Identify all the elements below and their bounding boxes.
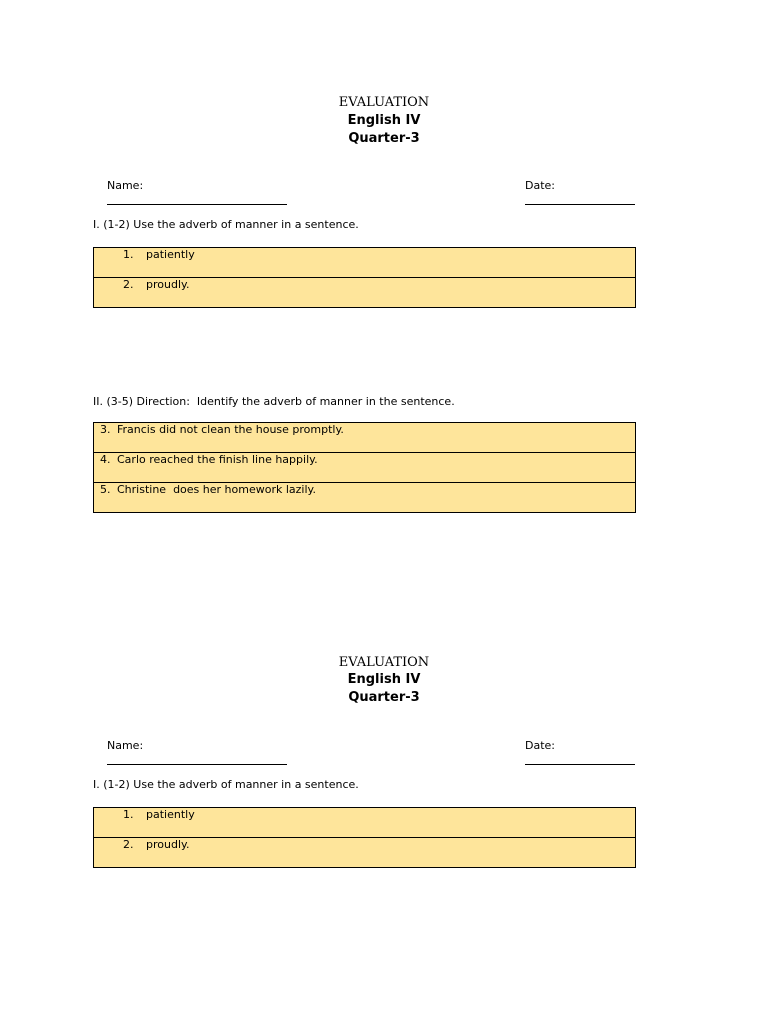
table-row[interactable] xyxy=(94,423,635,452)
item-number: 5. xyxy=(100,483,111,496)
item-number: 4. xyxy=(100,453,111,466)
name-field[interactable] xyxy=(93,165,287,223)
item-number: 1. xyxy=(123,248,134,261)
name-label: Name: xyxy=(107,179,144,192)
sheet-title: EVALUATION xyxy=(338,655,430,670)
item-number: 2. xyxy=(123,278,134,291)
item-number: 1. xyxy=(123,808,134,821)
sheet-quarter: Quarter-3 xyxy=(348,131,420,146)
name-blank-line[interactable] xyxy=(107,193,287,205)
table-row[interactable] xyxy=(94,837,635,867)
date-blank-line[interactable] xyxy=(525,753,635,765)
name-label: Name: xyxy=(107,739,144,752)
part1-answer-table xyxy=(93,807,636,868)
item-text: Francis did not clean the house promptly. xyxy=(117,423,344,436)
date-field[interactable] xyxy=(511,725,635,783)
date-field[interactable] xyxy=(511,165,635,223)
table-row[interactable] xyxy=(94,277,635,307)
item-text: patiently xyxy=(146,808,195,821)
item-number: 3. xyxy=(100,423,111,436)
sheet-quarter: Quarter-3 xyxy=(348,690,420,705)
item-text: patiently xyxy=(146,248,195,261)
table-row[interactable] xyxy=(94,452,635,482)
table-row[interactable] xyxy=(94,482,635,512)
part1-instruction: I. (1-2) Use the adverb of manner in a sentence. xyxy=(93,218,359,231)
item-text: proudly. xyxy=(146,838,190,851)
date-label: Date: xyxy=(525,739,555,752)
part1-instruction: I. (1-2) Use the adverb of manner in a sentence. xyxy=(93,778,359,791)
item-text: Carlo reached the finish line happily. xyxy=(117,453,318,466)
date-label: Date: xyxy=(525,179,555,192)
part2-answer-table xyxy=(93,422,636,513)
sheet-title: EVALUATION xyxy=(338,95,430,110)
sheet-subject: English IV xyxy=(347,672,421,687)
name-blank-line[interactable] xyxy=(107,753,287,765)
name-field[interactable] xyxy=(93,725,287,783)
item-number: 2. xyxy=(123,838,134,851)
part1-answer-table xyxy=(93,247,636,308)
table-row[interactable] xyxy=(94,808,635,837)
table-row[interactable] xyxy=(94,248,635,277)
sheet-subject: English IV xyxy=(347,113,421,128)
item-text: proudly. xyxy=(146,278,190,291)
item-text: Christine does her homework lazily. xyxy=(117,483,316,496)
date-blank-line[interactable] xyxy=(525,193,635,205)
part2-instruction: II. (3-5) Direction: Identify the adverb of manner in the sentence. xyxy=(93,395,455,408)
